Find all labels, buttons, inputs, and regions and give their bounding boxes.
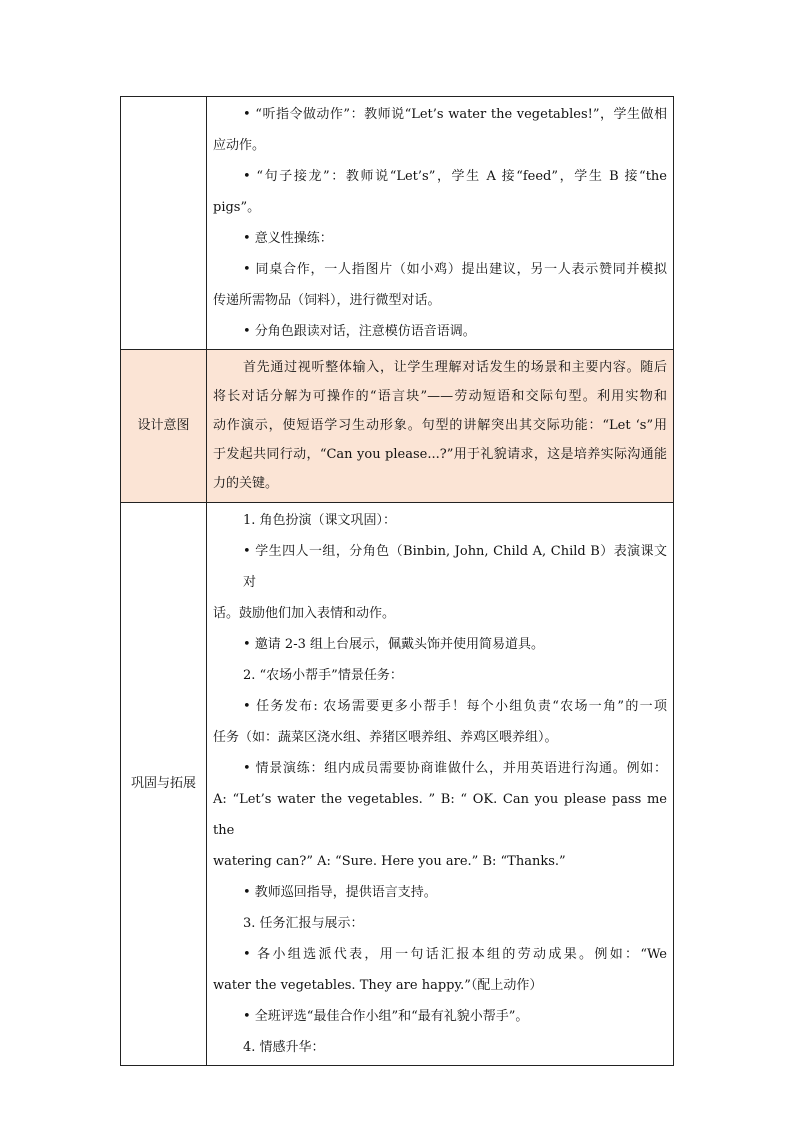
content-line: 于发起共同行动，“Can you please...?”用于礼貌请求，这是培养实际沟通能	[213, 447, 667, 462]
row-label: 设计意图	[121, 350, 207, 503]
content-line: 4. 情感升华：	[243, 1040, 325, 1055]
content-line: • 意义性操练：	[243, 231, 333, 246]
row-label	[121, 97, 207, 350]
content-line: • 邀请 2-3 组上台展示，佩戴头饰并使用简易道具。	[243, 637, 544, 652]
content-line: 将长对话分解为可操作的“语言块”——劳动短语和交际句型。利用实物和	[213, 389, 667, 404]
content-line: pigs”。	[213, 200, 261, 215]
content-line: • 分角色跟读对话，注意模仿语音语调。	[243, 324, 476, 339]
content-line: water the vegetables. They are happy.”（配上动作）	[213, 978, 543, 993]
content-line: • 同桌合作，一人指图片（如小鸡）提出建议，另一人表示赞同并模拟	[243, 262, 667, 277]
content-line: • “听指令做动作”：教师说“Let’s water the vegetables!”，学生做相	[243, 107, 667, 122]
table-row	[121, 350, 674, 503]
content-line: 3. 任务汇报与展示：	[243, 916, 364, 931]
content-line: 应动作。	[213, 138, 266, 153]
row-content	[207, 97, 674, 350]
content-line: 话。鼓励他们加入表情和动作。	[213, 606, 396, 621]
table-row	[121, 97, 674, 350]
content-line: • 全班评选“最佳合作小组”和“最有礼貌小帮手”。	[243, 1009, 529, 1024]
content-line: 任务（如：蔬菜区浇水组、养猪区喂养组、养鸡区喂养组）。	[213, 730, 558, 745]
row-content	[207, 350, 674, 503]
content-line: • 情景演练：组内成员需要协商谁做什么，并用英语进行沟通。例如：	[243, 761, 667, 776]
content-line: A: “Let’s water the vegetables. ” B: “ OK. Can you please pass me the	[213, 792, 667, 838]
content-line: 2. “农场小帮手”情景任务：	[243, 668, 403, 683]
content-line: • 任务发布: 农场需要更多小帮手！每个小组负责“农场一角”的一项	[243, 699, 667, 714]
content-line: • “句子接龙”：教师说“Let’s”，学生 A 接“feed”，学生 B 接“the	[243, 169, 667, 184]
content-line: 动作演示，使短语学习生动形象。句型的讲解突出其交际功能：“Let ‘s”用	[213, 418, 667, 433]
content-line: • 教师巡回指导，提供语言支持。	[243, 885, 437, 900]
lesson-plan-table	[120, 96, 674, 1066]
row-label: 巩固与拓展	[121, 503, 207, 1066]
content-line: watering can?” A: “Sure. Here you are.” B: “Thanks.”	[213, 854, 566, 869]
content-line: 首先通过视听整体输入，让学生理解对话发生的场景和主要内容。随后	[243, 360, 667, 375]
content-line: • 学生四人一组，分角色（Binbin, John, Child A, Child B）表演课文对	[243, 544, 667, 590]
content-line: 传递所需物品（饲料），进行微型对话。	[213, 293, 441, 308]
content-line: 力的关键。	[213, 476, 279, 491]
content-line: • 各小组选派代表，用一句话汇报本组的劳动成果。例如：“We	[243, 947, 667, 962]
content-line: 1. 角色扮演（课文巩固）：	[243, 513, 397, 528]
table-row	[121, 503, 674, 1066]
row-content	[207, 503, 674, 1066]
